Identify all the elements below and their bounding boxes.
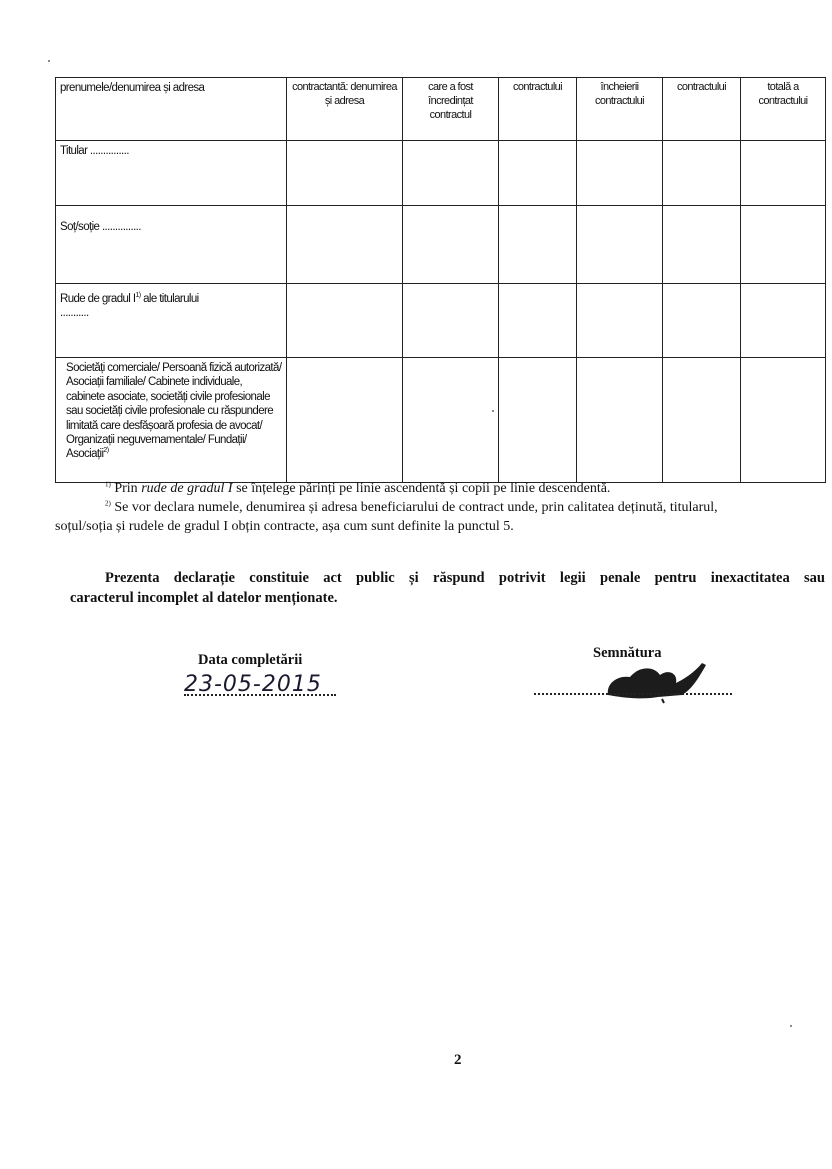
header-cell-procedure: care a fost încredințat contractul (403, 78, 499, 141)
footnote-2 (55, 498, 825, 517)
table-cell (663, 206, 741, 284)
table-cell (499, 141, 577, 206)
relatives-label-dots: ........... (60, 307, 89, 320)
header-cell-conclusion-date: încheierii contractului (577, 78, 663, 141)
table-cell (577, 141, 663, 206)
declaration-line-1: Prezenta declarație constituie act public și răspund potrivit legii penale pentru inexactitatea sau (105, 570, 825, 586)
row-label-relatives (56, 284, 287, 358)
declaration-statement (70, 568, 825, 608)
companies-label-main: Societăți comerciale/ Persoană fizică autorizată/ Asociații familiale/ Cabinete individuale, cabinete asociate, societăți civile profesionale sau societăți civile profesionale cu răspundere limitată care desfășoară profesia de avocat/ Organizații neguvernamentale/ Fundații/ Asociații (66, 362, 282, 461)
table-row-titular (56, 141, 826, 206)
companies-footnote-ref: 2) (103, 447, 109, 455)
footnotes (55, 479, 825, 536)
date-handwritten-value: 23-05-2015 (184, 672, 322, 697)
header-cell-duration: contractului (663, 78, 741, 141)
footnote-2-line1: Se vor declara numele, denumirea și adresa beneficiarului de contract unde, prin calitatea deținută, titularul, (110, 500, 718, 515)
relatives-label-main: Rude de gradul I (60, 293, 136, 305)
contracts-table (55, 77, 826, 483)
footnote-1-term: rude de gradul I (141, 481, 233, 496)
table-cell (403, 206, 499, 284)
table-row-spouse (56, 206, 826, 284)
signature-dotted-line (534, 693, 732, 695)
header-cell-contract-type: contractului (499, 78, 577, 141)
table-cell (287, 284, 403, 358)
table-cell (499, 358, 577, 483)
table-cell (403, 141, 499, 206)
table-cell (499, 284, 577, 358)
row-label-spouse (56, 206, 287, 284)
date-dotted-line (184, 694, 336, 696)
footnote-1 (55, 479, 825, 498)
header-cell-beneficiary: prenumele/denumirea și adresa (56, 78, 287, 141)
declaration-line-2: caracterul incomplet al datelor menționate. (70, 590, 338, 606)
date-label: Data completării (198, 652, 303, 668)
table-cell (741, 206, 826, 284)
table-cell (287, 358, 403, 483)
row-label-spouse-text: Soț/soție ............... (60, 221, 141, 233)
footnote-1-marker: 1) (105, 480, 111, 489)
relatives-label-tail: ale titularului (140, 293, 199, 305)
scan-speck (492, 410, 494, 412)
relatives-footnote-ref: 1) (135, 292, 141, 300)
table-cell (663, 141, 741, 206)
table-cell (499, 206, 577, 284)
table-cell (287, 206, 403, 284)
footnote-2-marker: 2) (105, 499, 111, 508)
table-cell (287, 141, 403, 206)
row-label-titular: Titular ............... (56, 141, 287, 206)
scan-speck (790, 1025, 792, 1027)
table-cell (577, 284, 663, 358)
page-number: 2 (454, 1052, 462, 1068)
row-label-companies (56, 358, 287, 483)
table-cell (577, 206, 663, 284)
table-cell (663, 358, 741, 483)
footnote-2-continued: soțul/soția și rudele de gradul I obțin contracte, așa cum sunt definite la punctul 5. (55, 519, 514, 534)
table-cell (403, 284, 499, 358)
footnote-1-pre: Prin (110, 481, 142, 496)
table-cell (663, 284, 741, 358)
header-cell-contracting-authority: contractantă: denumirea și adresa (287, 78, 403, 141)
table-cell (741, 358, 826, 483)
header-cell-total-value: totală a contractului (741, 78, 826, 141)
footnote-1-post: se înțelege părinți pe linie ascendentă și copii pe linie descendentă. (232, 481, 611, 496)
table-cell (741, 284, 826, 358)
table-cell (741, 141, 826, 206)
table-row-companies (56, 358, 826, 483)
handwritten-signature (598, 655, 708, 705)
table-row-relatives (56, 284, 826, 358)
table-cell (577, 358, 663, 483)
table-cell (403, 358, 499, 483)
table-header-row (56, 78, 826, 141)
scan-speck (48, 60, 50, 62)
signature-label: Semnătura (593, 645, 662, 661)
